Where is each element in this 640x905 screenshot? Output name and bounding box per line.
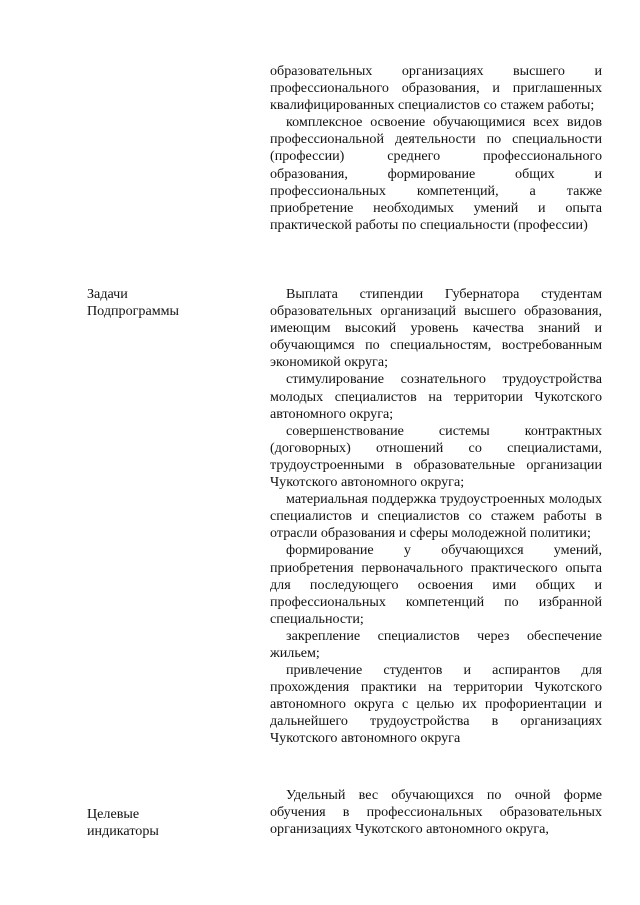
row-label — [87, 806, 237, 840]
paragraph: закрепление специалистов через обеспечение жильем; — [270, 627, 602, 661]
paragraph: материальная поддержка трудоустроенных молодых специалистов и специалистов со стажем работы в отрасли образования и сферы молодежной политики; — [270, 491, 602, 542]
row-label-line: индикаторы — [87, 823, 159, 840]
row-label-line: Задачи — [87, 286, 128, 302]
paragraph: совершенствование системы контрактных (договорных) отношений со специалистами, трудоустроенными в образовательные организации Чукотского автономного округа; — [270, 422, 602, 491]
row-label — [87, 286, 237, 320]
paragraph: стимулирование сознательного трудоустройства молодых специалистов на территории Чукотского автономного округа; — [270, 371, 602, 422]
row-content — [270, 787, 602, 838]
paragraph: привлечение студентов и аспирантов для прохождения практики на территории Чукотского автономного округа с целью их профориентации и дальнейшего трудоустройства в организациях Чукотского автономного округа — [270, 662, 602, 747]
paragraph: Удельный вес обучающихся по очной форме обучения в профессиональных образовательных организациях Чукотского автономного округа, — [270, 787, 602, 838]
paragraph: образовательных организациях высшего и профессионального образования, и приглашенных квалифицированных специалистов со стажем работы; — [270, 63, 602, 114]
row-label-line: Подпрограммы — [87, 303, 180, 320]
paragraph: формирование у обучающихся умений, приобретения первоначального практического опыта для последующего освоения ими общих и профессиональных компетенций по избранной специальности; — [270, 542, 602, 627]
row-content — [270, 286, 602, 748]
row-content — [270, 63, 602, 234]
paragraph: комплексное освоение обучающимися всех видов профессиональной деятельности по специальности (профессии) среднего профессионального образования, формирование общих и профессиональных компетенций, а также приобретение необходимых умений и опыта практической работы по специальности (профессии) — [270, 114, 602, 233]
paragraph: Выплата стипендии Губернатора студентам образовательных организаций высшего образования, имеющим высокий уровень качества знаний и обучающимся по специальностям, востребованным экономикой округа; — [270, 286, 602, 371]
row-label-line: Целевые — [87, 806, 140, 822]
